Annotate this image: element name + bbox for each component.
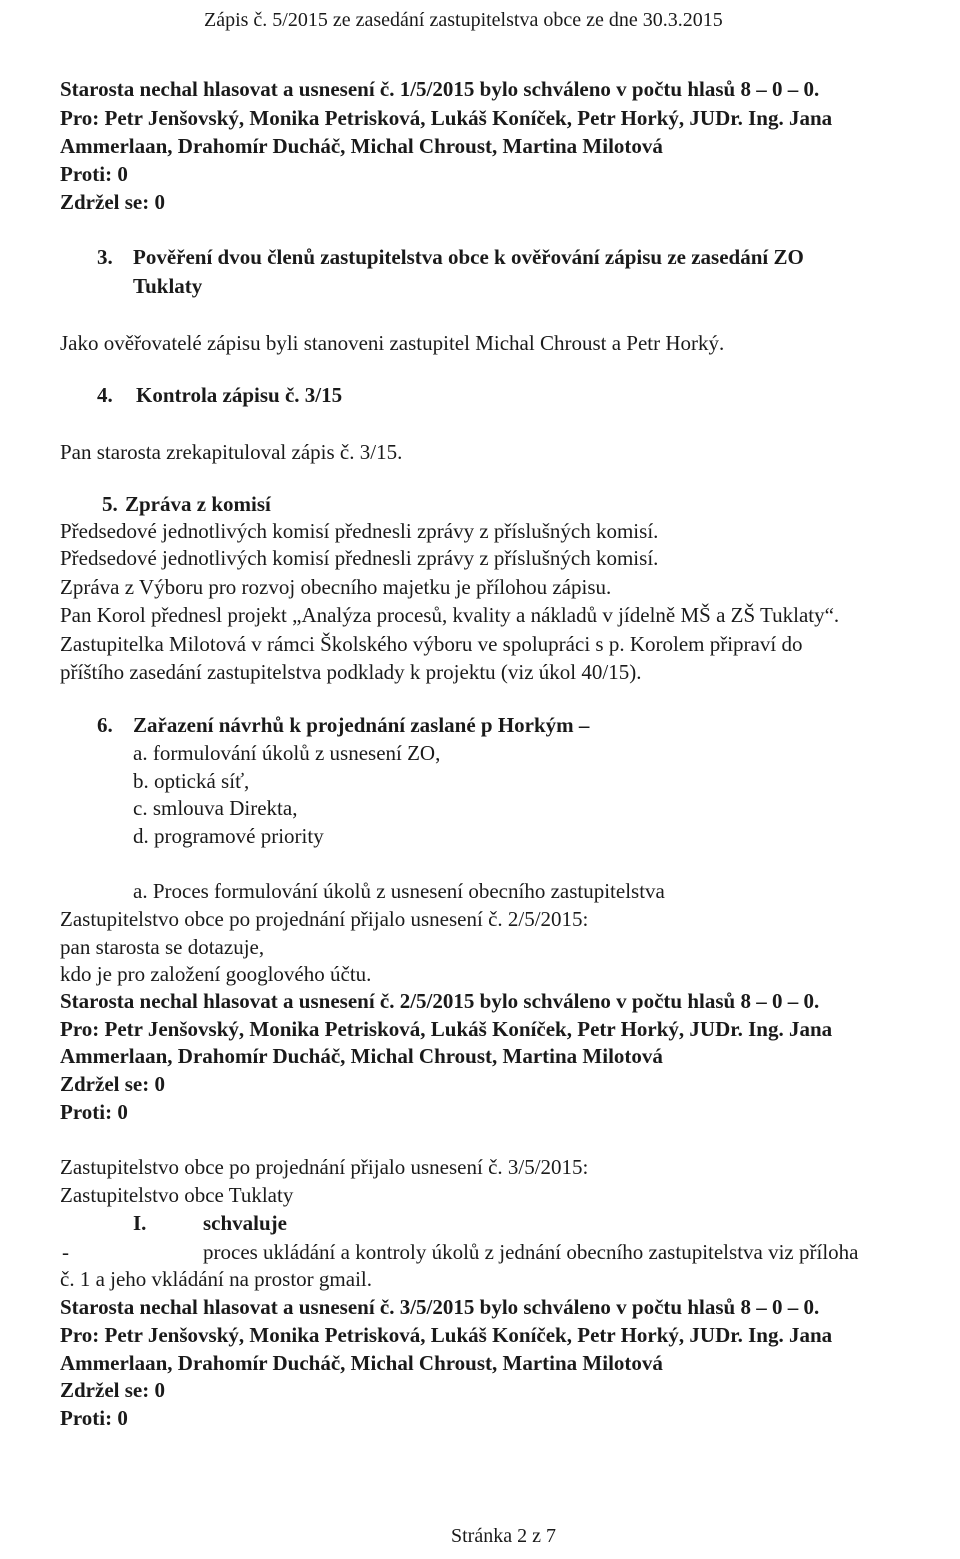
item3-number: 3.: [97, 245, 113, 269]
vote3-abstain: Zdržel se: 0: [60, 1378, 165, 1402]
resolution3-body: Zastupitelstvo obce Tuklaty: [60, 1183, 294, 1207]
item6-text-line: pan starosta se dotazuje,: [60, 935, 265, 959]
resolution3-item-line2: č. 1 a jeho vkládání na prostor gmail.: [60, 1267, 372, 1291]
resolution3-intro: Zastupitelstvo obce po projednání přijalo usnesení č. 3/5/2015:: [60, 1155, 589, 1179]
resolution2-intro: Zastupitelstvo obce po projednání přijalo usnesení č. 2/5/2015:: [60, 907, 589, 931]
item5-line: Zpráva z Výboru pro rozvoj obecního majetku je přílohou zápisu.: [60, 575, 612, 599]
item5-line: Předsedové jednotlivých komisí přednesli zprávy z příslušných komisí.: [60, 546, 659, 570]
item6-sub-a-title: a. Proces formulování úkolů z usnesení obecního zastupitelstva: [133, 879, 665, 903]
vote3-against: Proti: 0: [60, 1406, 128, 1430]
vote1-result: Starosta nechal hlasovat a usnesení č. 1/5/2015 bylo schváleno v počtu hlasů 8 – 0 – 0.: [60, 77, 820, 101]
item3-text: Jako ověřovatelé zápisu byli stanoveni zastupitel Michal Chroust a Petr Horký.: [60, 331, 725, 355]
vote2-pro-line2: Ammerlaan, Drahomír Ducháč, Michal Chroust, Martina Milotová: [60, 1044, 663, 1068]
item3-title-line1: Pověření dvou členů zastupitelstva obce k ověřování zápisu ze zasedání ZO: [133, 245, 804, 269]
resolution3-dash: -: [62, 1240, 69, 1264]
item3-title-line2: Tuklaty: [133, 274, 203, 298]
item6-subitem: a. formulování úkolů z usnesení ZO,: [133, 741, 441, 765]
vote2-abstain: Zdržel se: 0: [60, 1072, 165, 1096]
item5-line: Předsedové jednotlivých komisí přednesli zprávy z příslušných komisí.: [60, 519, 659, 543]
item5-line: Pan Korol přednesl projekt „Analýza procesů, kvality a nákladů v jídelně MŠ a ZŠ Tuklaty“.: [60, 603, 840, 627]
vote2-against: Proti: 0: [60, 1100, 128, 1124]
item6-title: Zařazení návrhů k projednání zaslané p Horkým –: [133, 713, 590, 737]
item4-number: 4.: [97, 383, 113, 407]
vote1-pro-line2: Ammerlaan, Drahomír Ducháč, Michal Chroust, Martina Milotová: [60, 134, 663, 158]
vote1-abstain: Zdržel se: 0: [60, 190, 165, 214]
item4-text: Pan starosta zrekapituloval zápis č. 3/15.: [60, 440, 403, 464]
item5-line: Zastupitelka Milotová v rámci Školského výboru ve spolupráci s p. Korolem připraví do: [60, 632, 803, 656]
item6-subitem: c. smlouva Direkta,: [133, 796, 298, 820]
vote3-result: Starosta nechal hlasovat a usnesení č. 3/5/2015 bylo schváleno v počtu hlasů 8 – 0 – 0.: [60, 1295, 820, 1319]
vote3-pro-line2: Ammerlaan, Drahomír Ducháč, Michal Chroust, Martina Milotová: [60, 1351, 663, 1375]
item6-text-line: kdo je pro založení googlového účtu.: [60, 962, 372, 986]
vote1-against: Proti: 0: [60, 162, 128, 186]
item5-number: 5.: [102, 492, 118, 516]
vote2-pro-line1: Pro: Petr Jenšovský, Monika Petrisková, Lukáš Koníček, Petr Horký, JUDr. Ing. Jana: [60, 1017, 833, 1041]
vote1-pro-line1: Pro: Petr Jenšovský, Monika Petrisková, Lukáš Koníček, Petr Horký, JUDr. Ing. Jana: [60, 106, 833, 130]
item6-number: 6.: [97, 713, 113, 737]
resolution3-item-line1: proces ukládání a kontroly úkolů z jednání obecního zastupitelstva viz příloha: [203, 1240, 859, 1264]
item5-line: příštího zasedání zastupitelstva podklady k projektu (viz úkol 40/15).: [60, 660, 642, 684]
resolution3-verb: schvaluje: [203, 1211, 287, 1235]
page-header: Zápis č. 5/2015 ze zasedání zastupitelstva obce ze dne 30.3.2015: [204, 9, 723, 31]
item5-title: Zpráva z komisí: [125, 492, 271, 516]
vote3-pro-line1: Pro: Petr Jenšovský, Monika Petrisková, Lukáš Koníček, Petr Horký, JUDr. Ing. Jana: [60, 1323, 833, 1347]
vote2-result: Starosta nechal hlasovat a usnesení č. 2/5/2015 bylo schváleno v počtu hlasů 8 – 0 – 0.: [60, 989, 820, 1013]
item4-title: Kontrola zápisu č. 3/15: [136, 383, 343, 407]
item6-subitem: d. programové priority: [133, 824, 324, 848]
resolution3-roman: I.: [133, 1211, 147, 1235]
page-footer: Stránka 2 z 7: [451, 1525, 556, 1547]
item6-subitem: b. optická síť,: [133, 769, 250, 793]
